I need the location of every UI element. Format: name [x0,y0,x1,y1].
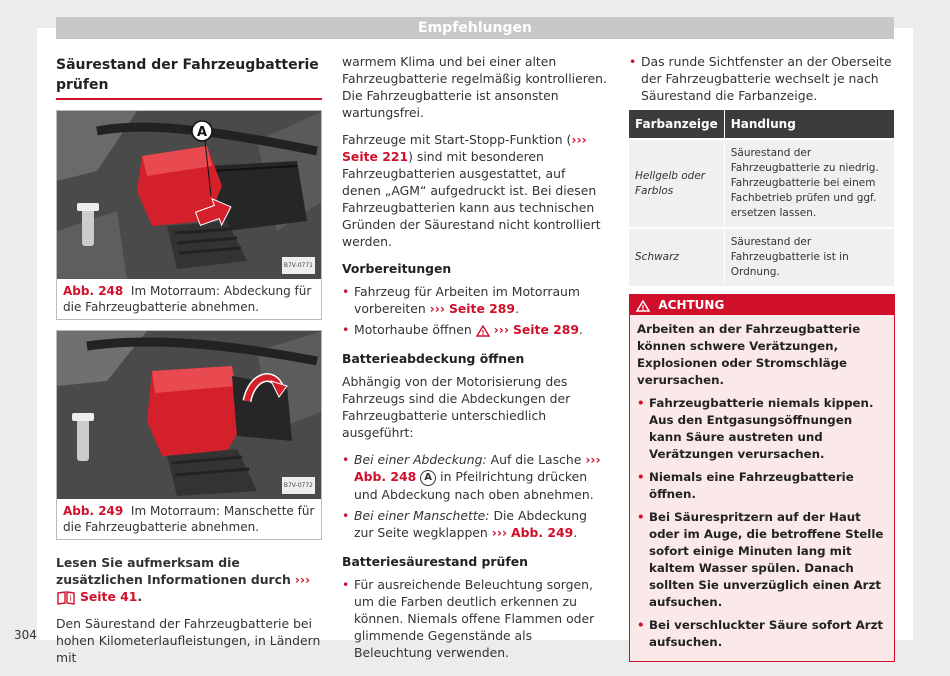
link-marker: ››› [491,524,508,540]
italic-run: Bei einer Abdeckung: [354,452,487,467]
page-link[interactable]: Seite 289 [512,322,580,337]
warning-triangle-icon [636,300,650,312]
warning-intro: Arbeiten an der Fahrzeugbatterie können schwere Verätzungen, Explosionen oder Stromschläge verursachen. [637,322,861,387]
page-link[interactable]: Seite 289 [448,301,516,316]
warning-item: • Fahrzeugbatterie niemals kippen. Aus den Entgasungsöffnungen kann Säure austreten und Verätzungen verursachen. [637,395,887,463]
figure-code: B7V-0772 [282,477,315,494]
warning-triangle-icon [476,325,490,337]
callout-a: A [196,125,208,140]
callout-a-badge: A [420,470,436,486]
list-item [342,451,607,503]
warning-item: • Bei verschluckter Säure sofort Arzt aufsuchen. [637,617,887,651]
book-info-icon [56,591,76,605]
svg-text:!: ! [481,328,485,337]
intro-bold-text: Lesen Sie aufmerksam die zusätzlichen Informationen durch [56,555,291,587]
table-header-cell: Handlung [724,110,894,139]
warning-header [630,295,894,315]
list-item: • Motorhaube öffnen ! ››› Seite 289. [342,321,607,338]
link-marker: ››› [585,452,601,467]
svg-text:!: ! [641,303,645,312]
page-link[interactable]: Seite 221 [342,149,409,164]
warning-item: • Niemals eine Fahrzeugbatterie öffnen. [637,469,887,503]
section-title: Säurestand der Fahrzeugbatterie prüfen [56,55,322,100]
engine-bay-photo-sleeve [57,331,321,499]
warning-box [629,294,895,662]
subheading-batterieabdeckung: Batterieabdeckung öffnen [342,351,525,366]
header-banner: Empfehlungen [56,17,894,39]
paragraph: Den Säurestand der Fahrzeugbatterie bei hohen Kilometerlaufleistungen, in Ländern mit [56,616,321,665]
paragraph: warmem Klima und bei einer alten Fahrzeugbatterie regelmäßig kontrollieren. Die Fahrzeugbatterie ist ansonsten wartungsfrei. [342,54,607,120]
column-2 [342,55,607,665]
text-run: Motorhaube öffnen [354,322,472,337]
intro-page-link[interactable]: Seite 41 [79,589,138,604]
text-run: ) sind mit besonderen Fahrzeugbatterien ausgestattet, auf denen „AGM“ aufgedruckt ist. Bei diesen Fahrzeugbatterien kann aus technischen Gründen der Säurestand nicht kontrolliert werden. [342,149,601,249]
text-run: Fahrzeug für Arbeiten im Motorraum vorbereiten [354,284,580,316]
engine-bay-photo-cover [57,111,321,279]
link-marker: ››› [571,132,587,147]
list-item: • Für ausreichende Beleuchtung sorgen, um die Farben deutlich erkennen zu können. Niemals offene Flammen oder glimmende Gegenstände als Beleuchtung verwenden. [342,576,607,661]
paragraph-start-stop [342,131,607,250]
link-marker: ››› [493,322,509,337]
figure-caption-text: Im Motorraum: Manschette für die Fahrzeugbatterie abnehmen. [63,504,315,534]
figure-caption [57,279,321,319]
subheading-saeurestand: Batteriesäurestand prüfen [342,553,528,569]
figure-caption-text: Im Motorraum: Abdeckung für die Fahrzeugbatterie abnehmen. [63,284,312,314]
table-cell: Säurestand der Fahrzeugbatterie ist in Ordnung. [724,228,894,286]
warning-title: ACHTUNG [658,298,725,312]
warning-item: • Bei Säurespritzern auf der Haut oder im Auge, die betroffene Stelle sofort einige Minuten lang mit kaltem Wasser spülen. Danach sollten Sie unverzüglich einen Arzt aufsuchen. [637,509,887,611]
paragraph: Abhängig von der Motorisierung des Fahrzeugs sind die Abdeckungen der Fahrzeugbatterie unterschiedlich ausgeführt: [342,374,571,440]
table-header-cell: Farbanzeige [629,110,724,139]
table-cell: Hellgelb oder Farblos [629,139,724,228]
table-header-row [629,110,895,139]
figure-248 [56,110,322,320]
text-run: Auf die Lasche [490,452,582,467]
warning-body [630,315,894,661]
figure-link[interactable]: Abb. 248 [354,469,417,484]
page-number: 304 [14,628,37,642]
figure-link[interactable]: Abb. 249 [511,524,574,540]
figure-caption [57,499,321,539]
figure-label: Abb. 248 [63,284,124,298]
italic-run: Bei einer Manschette: [354,507,490,523]
link-marker: ››› [429,301,445,316]
link-marker: ››› [294,572,311,587]
svg-text:i: i [69,593,72,603]
column-3 [629,55,895,662]
list-item: • Das runde Sichtfenster an der Oberseite der Fahrzeugbatterie wechselt je nach Säurestand die Farbanzeige. [629,53,895,104]
table-row [629,228,895,286]
column-1 [56,55,322,676]
table-row [629,139,895,228]
subheading-vorbereitungen: Vorbereitungen [342,261,452,276]
figure-249 [56,330,322,540]
intro-note: Lesen Sie aufmerksam die zusätzlichen Informationen durch ››› i Seite 41. [56,555,311,604]
text-run: Die Abdeckung zur Seite wegklappen [354,507,587,540]
battery-sleeve-illustration [57,331,321,499]
figure-label: Abb. 249 [63,504,124,518]
figure-code: B7V-0771 [282,257,315,274]
table-cell: Schwarz [629,228,724,286]
text-run: in Pfeilrichtung drücken und Abdeckung nach oben abnehmen. [354,469,594,502]
list-item: • Fahrzeug für Arbeiten im Motorraum vorbereiten ››› Seite 289. [342,283,607,317]
battery-cover-illustration [57,111,321,279]
table-cell: Säurestand der Fahrzeugbatterie zu niedrig. Fahrzeugbatterie bei einem Fachbetrieb prüfen und ggf. ersetzen lassen. [724,139,894,228]
color-indicator-table [629,110,895,286]
text-run: Fahrzeuge mit Start-Stopp-Funktion ( [342,132,572,147]
list-item: • Bei einer Manschette: Die Abdeckung zur Seite wegklappen ››› Abb. 249. [342,507,607,541]
